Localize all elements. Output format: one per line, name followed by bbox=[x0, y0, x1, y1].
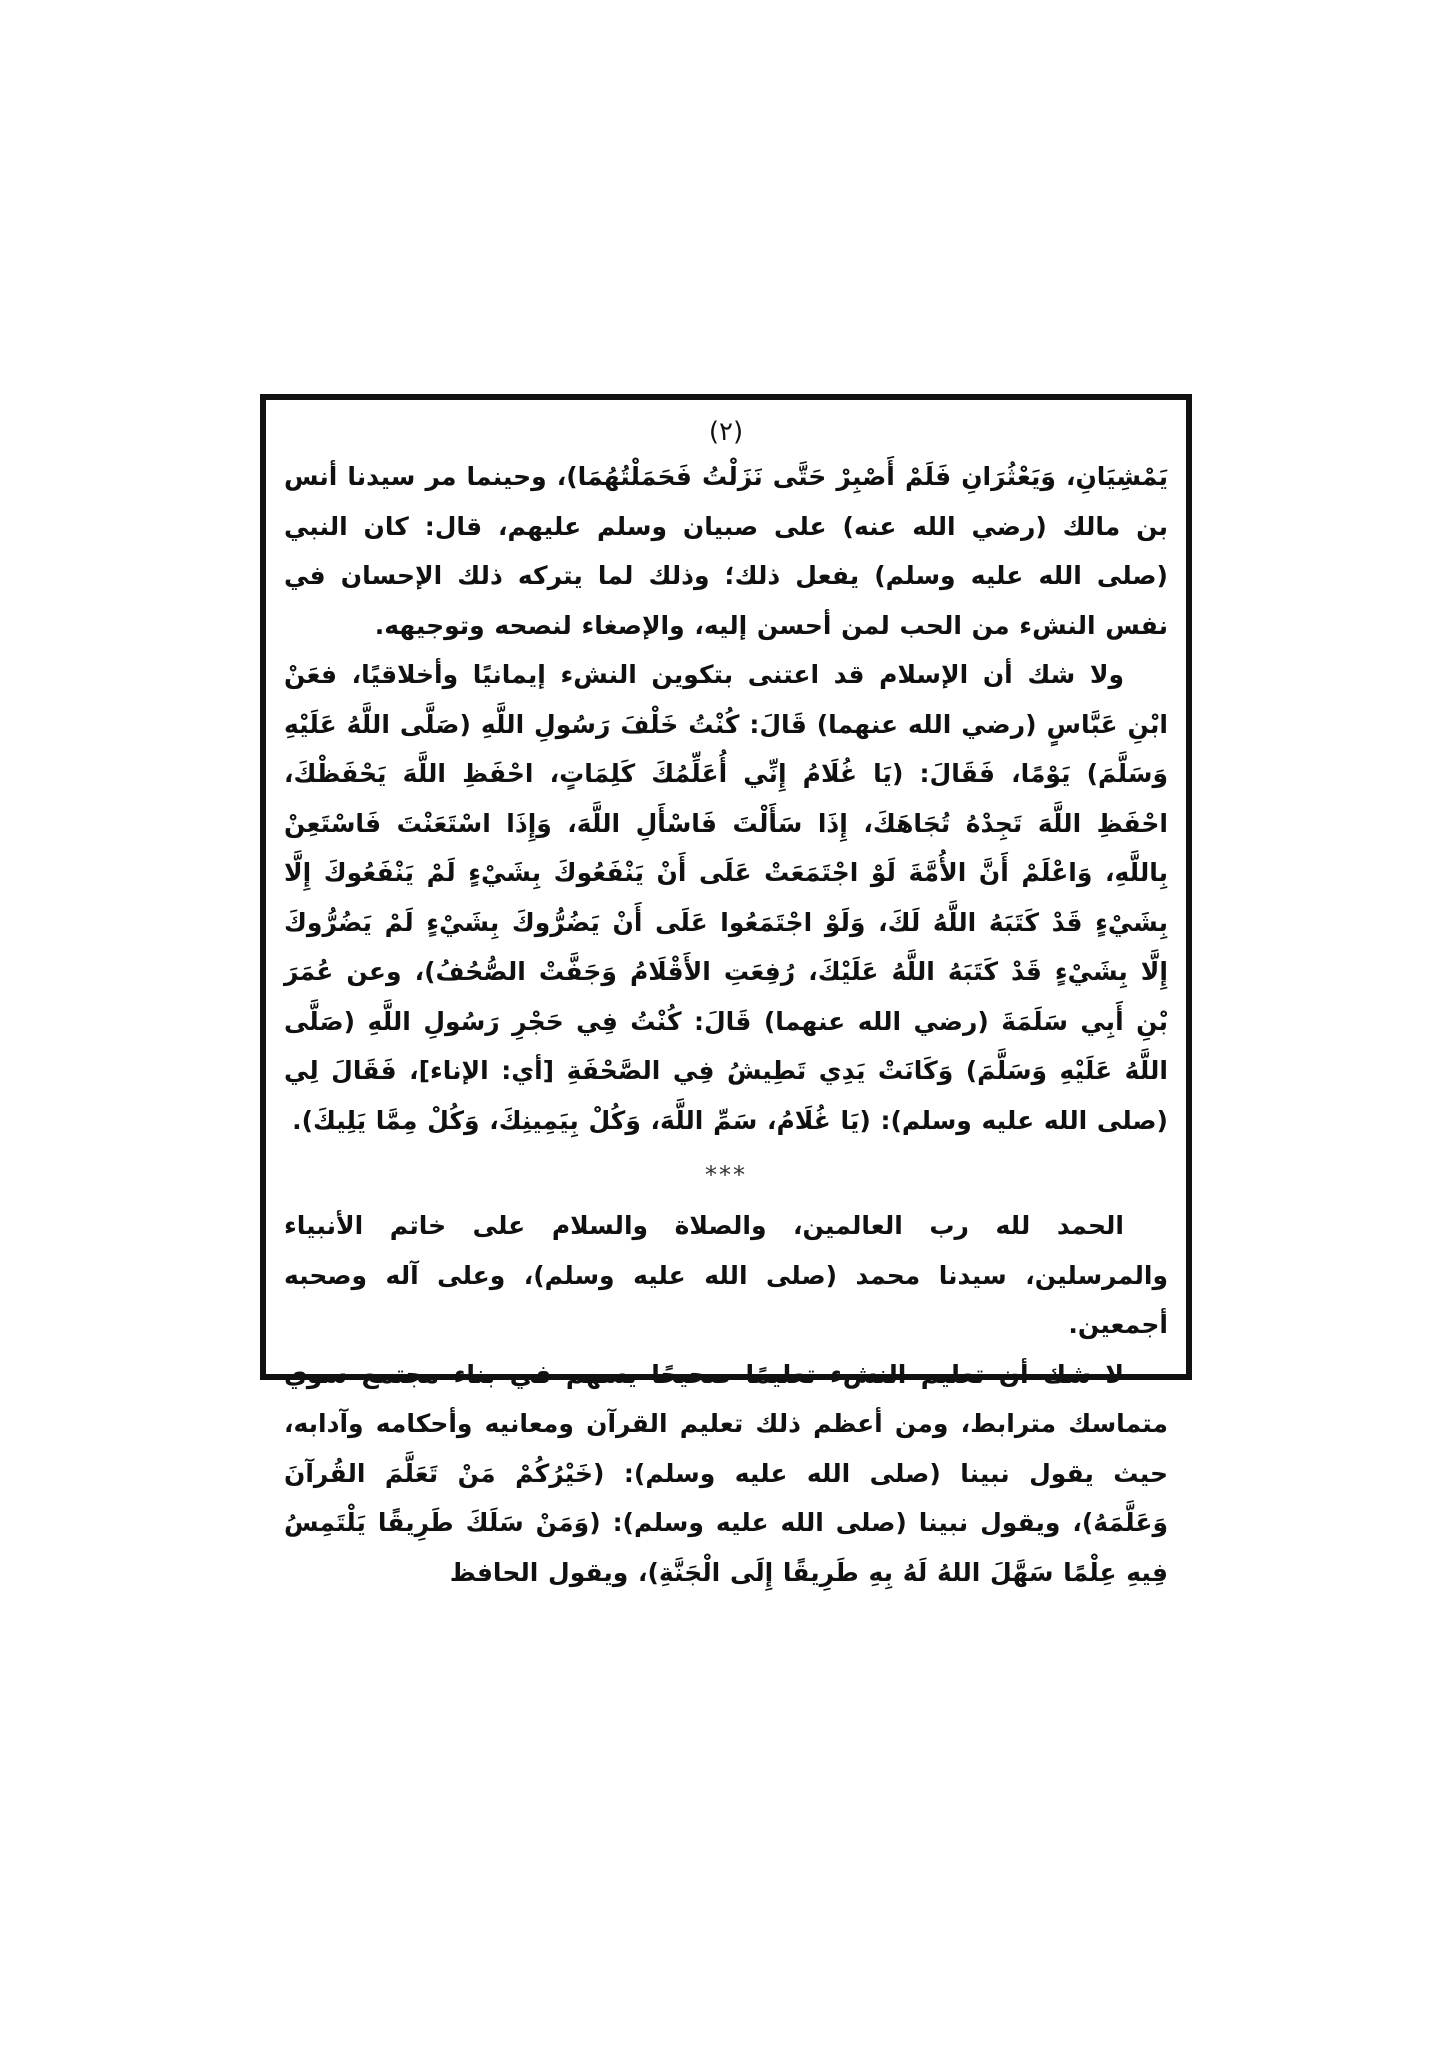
paragraph-continuation: يَمْشِيَانِ، وَيَعْثُرَانِ فَلَمْ أَصْبِرْ حَتَّى نَزَلْتُ فَحَمَلْتُهُمَا)، وحينما مر سيدنا أنس بن مالك (رضي الله عنه) على صبيان وسلم عليهم، قال: كان النبي (صلى الله عليه وسلم) يفعل ذلك؛ وذلك لما يتركه ذلك الإحسان في نفس النشء من الحب لمن أحسن إليه، والإصغاء لنصحه وتوجيهه. bbox=[284, 462, 1168, 640]
paragraph-teaching-quran: لا شك أن تعليم النشء تعليمًا صحيحًا يسهم في بناء مجتمع سوي متماسك مترابط، ومن أعظم ذلك تعليم القرآن ومعانيه وأحكامه وآدابه، حيث يقول نبينا (صلى الله عليه وسلم): (خَيْرُكُمْ مَنْ تَعَلَّمَ القُرآنَ وَعَلَّمَهُ)، ويقول نبينا (صلى الله عليه وسلم): (وَمَنْ سَلَكَ طَرِيقًا يَلْتَمِسُ فِيهِ عِلْمًا سَهَّلَ اللهُ لَهُ بِهِ طَرِيقًا إِلَى الْجَنَّةِ)، ويقول الحافظ bbox=[284, 1359, 1168, 1587]
page-frame bbox=[260, 394, 1192, 1587]
section-separator: *** bbox=[705, 1161, 747, 1189]
paragraph-hadith-ibn-abbas: ولا شك أن الإسلام قد اعتنى بتكوين النشء إيمانيًا وأخلاقيًا، فعَنْ ابْنِ عَبَّاسٍ (رضي الله عنهما) قَالَ: كُنْتُ خَلْفَ رَسُولِ اللَّهِ (صَلَّى اللَّهُ عَلَيْهِ وَسَلَّمَ) يَوْمًا، فَقَالَ: (يَا غُلَامُ إِنِّي أُعَلِّمُكَ كَلِمَاتٍ، احْفَظِ اللَّهَ يَحْفَظْكَ، احْفَظِ اللَّهَ تَجِدْهُ تُجَاهَكَ، إِذَا سَأَلْتَ فَاسْأَلِ اللَّهَ، وَإِذَا اسْتَعَنْتَ فَاسْتَعِنْ بِاللَّهِ، وَاعْلَمْ أَنَّ الأُمَّةَ لَوْ اجْتَمَعَتْ عَلَى أَنْ يَنْفَعُوكَ بِشَيْءٍ لَمْ يَنْفَعُوكَ إِلَّا بِشَيْءٍ قَدْ كَتَبَهُ اللَّهُ لَكَ، وَلَوْ اجْتَمَعُوا عَلَى أَنْ يَضُرُّوكَ بِشَيْءٍ لَمْ يَضُرُّوكَ إِلَّا بِشَيْءٍ قَدْ كَتَبَهُ اللَّهُ عَلَيْكَ، رُفِعَتِ الأَقْلَامُ وَجَفَّتْ الصُّحُفُ)، وعن عُمَرَ بْنِ أَبِي سَلَمَةَ (رضي الله عنهما) قَالَ: كُنْتُ فِي حَجْرِ رَسُولِ اللَّهِ (صَلَّى اللَّهُ عَلَيْهِ وَسَلَّمَ) وَكَانَتْ يَدِي تَطِيشُ فِي الصَّحْفَةِ [أي: الإناء]، فَقَالَ لِي (صلى الله عليه وسلم): (يَا غُلَامُ، سَمِّ اللَّهَ، وَكُلْ بِيَمِينِكَ، وَكُلْ مِمَّا يَلِيكَ). bbox=[284, 660, 1168, 1135]
paragraph-opening-praise: الحمد لله رب العالمين، والصلاة والسلام على خاتم الأنبياء والمرسلين، سيدنا محمد (صلى الله عليه وسلم)، وعلى آله وصحبه أجمعين. bbox=[284, 1211, 1168, 1339]
page-number: (٢) bbox=[708, 417, 744, 447]
